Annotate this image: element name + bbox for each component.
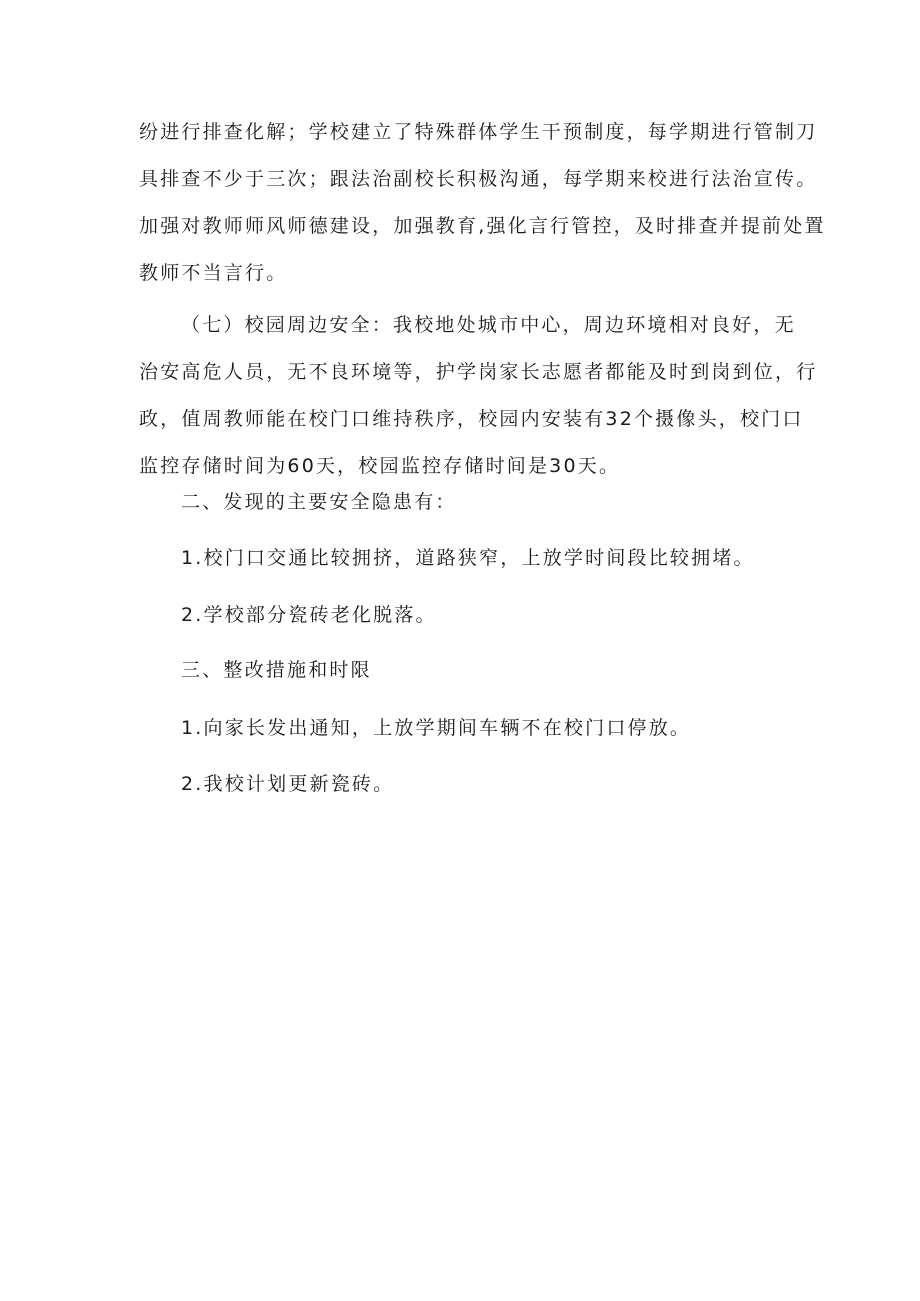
paragraph-line: 纷进行排查化解；学校建立了特殊群体学生干预制度，每学期进行管制刀 (139, 121, 818, 143)
paragraph-line: 教师不当言行。 (139, 262, 288, 284)
measure-item-2: 2.我校计划更新瓷砖。 (181, 773, 395, 795)
paragraph-line: 加强对教师师风师德建设，加强教育,强化言行管控，及时排查并提前处置 (139, 215, 826, 237)
measure-item-1: 1.向家长发出通知，上放学期间车辆不在校门口停放。 (181, 717, 692, 739)
hazard-item-2: 2.学校部分瓷砖老化脱落。 (181, 604, 437, 626)
section-three-heading: 三、整改措施和时限 (181, 659, 372, 681)
paragraph-line: 监控存储时间为60天，校园监控存储时间是30天。 (139, 455, 621, 477)
section-seven-heading-line: （七）校园周边安全：我校地处城市中心，周边环境相对良好，无 (181, 314, 796, 336)
paragraph-line: 具排查不少于三次；跟法治副校长积极沟通，每学期来校进行法治宣传。 (139, 168, 818, 190)
paragraph-line: 治安高危人员，无不良环境等，护学岗家长志愿者都能及时到岗到位，行 (139, 361, 818, 383)
hazard-item-1: 1.校门口交通比较拥挤，道路狭窄，上放学时间段比较拥堵。 (181, 547, 755, 569)
section-two-heading: 二、发现的主要安全隐患有： (181, 491, 457, 513)
paragraph-line: 政，值周教师能在校门口维持秩序，校园内安装有32个摄像头，校门口 (139, 408, 804, 430)
